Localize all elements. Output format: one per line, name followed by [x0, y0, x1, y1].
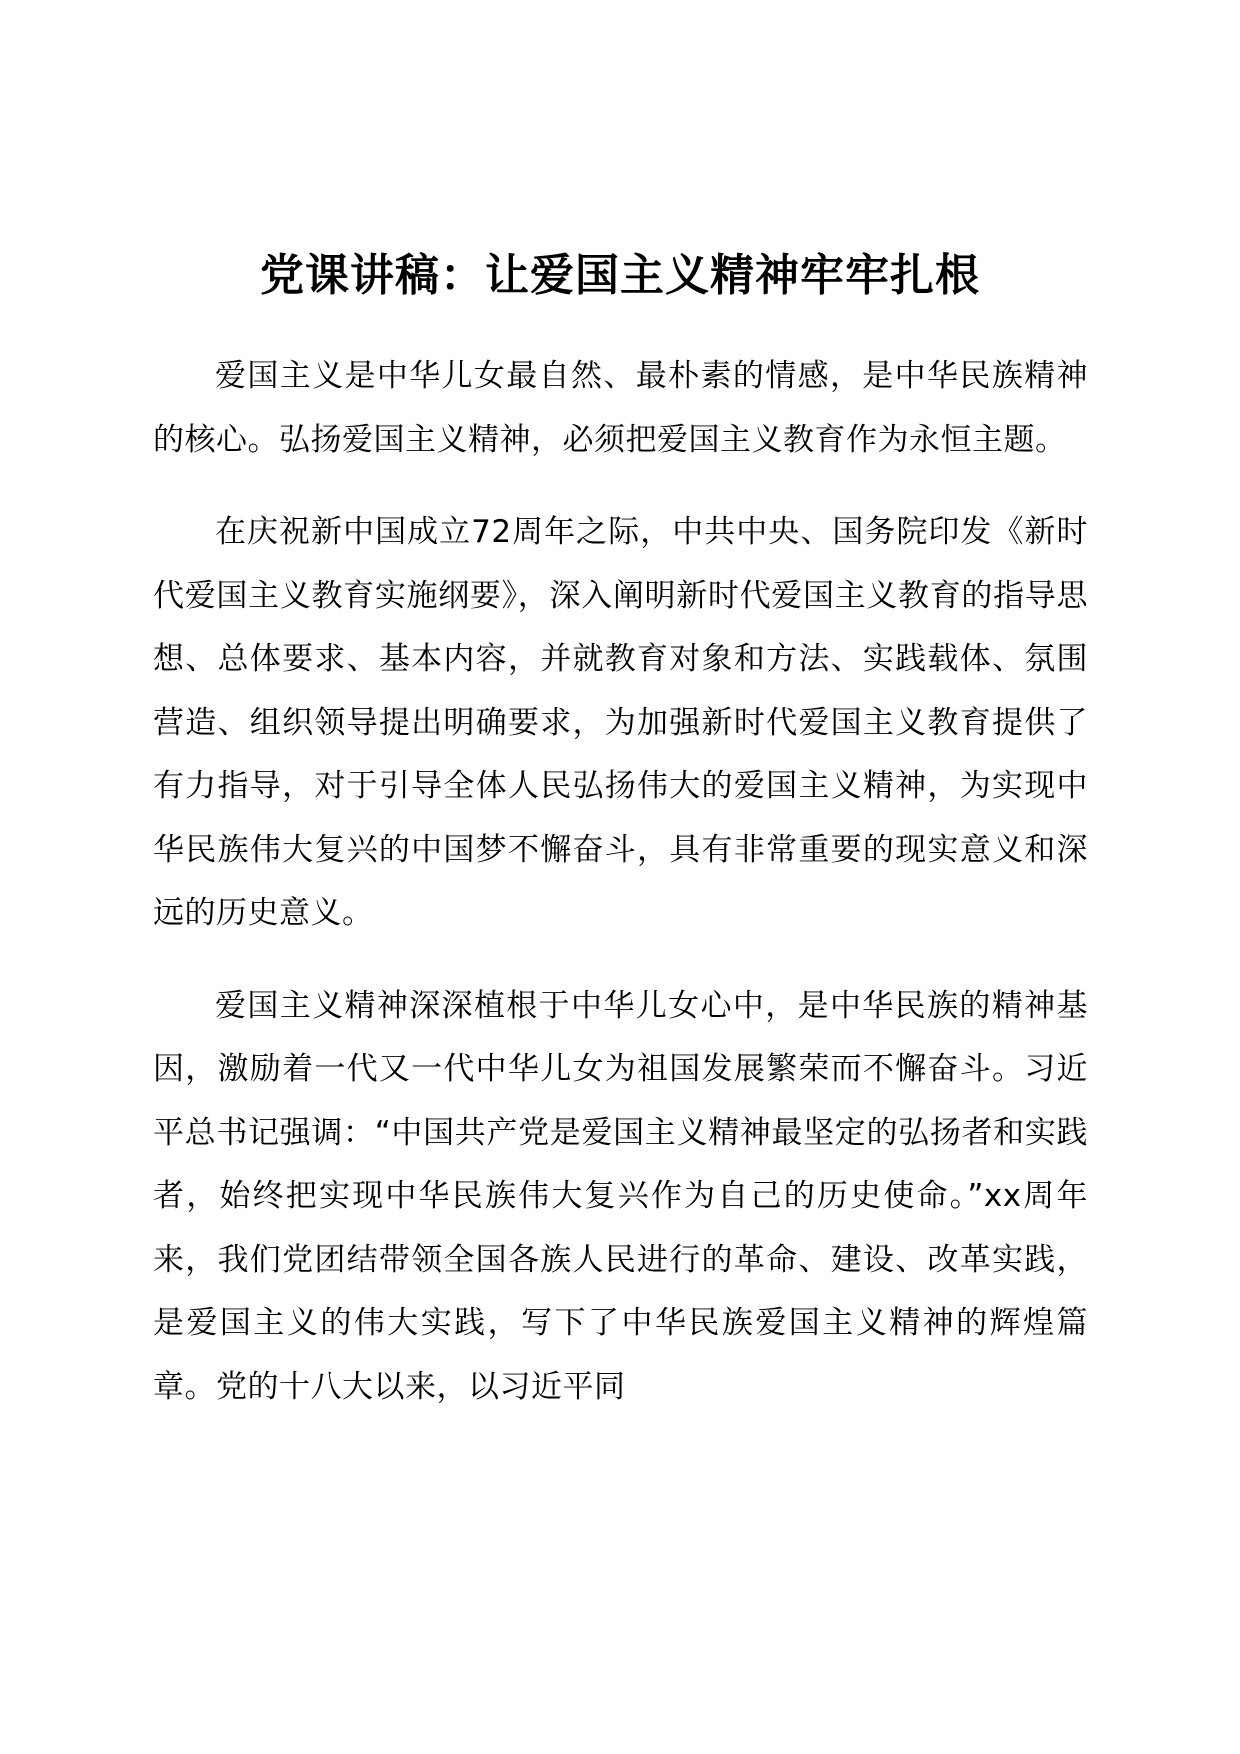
paragraph-2: 在庆祝新中国成立72周年之际，中共中央、国务院印发《新时代爱国主义教育实施纲要》，深入阐明新时代爱国主义教育的指导思想、总体要求、基本内容，并就教育对象和方法、实践载体、氛围营造、组织领导提出明确要求，为加强新时代爱国主义教育提供了有力指导，对于引导全体人民弘扬伟大的爱国主义精神，为实现中华民族伟大复兴的中国梦不懈奋斗，具有非常重要的现实意义和深远的历史意义。: [153, 514, 1088, 931]
paragraph-1: 爱国主义是中华儿女最自然、最朴素的情感，是中华民族精神的核心。弘扬爱国主义精神，必须把爱国主义教育作为永恒主题。: [153, 358, 1088, 458]
document-body: [153, 345, 1088, 1448]
document-title: 党课讲稿：让爱国主义精神牢牢扎根: [260, 250, 980, 301]
paragraph-3: 爱国主义精神深深植根于中华儿女心中，是中华民族的精神基因，激励着一代又一代中华儿女为祖国发展繁荣而不懈奋斗。习近平总书记强调：“中国共产党是爱国主义精神最坚定的弘扬者和实践者，始终把实现中华民族伟大复兴作为自己的历史使命。”xx周年来，我们党团结带领全国各族人民进行的革命、建设、改革实践，是爱国主义的伟大实践，写下了中华民族爱国主义精神的辉煌篇章。党的十八大以来，以习近平同: [153, 987, 1088, 1405]
